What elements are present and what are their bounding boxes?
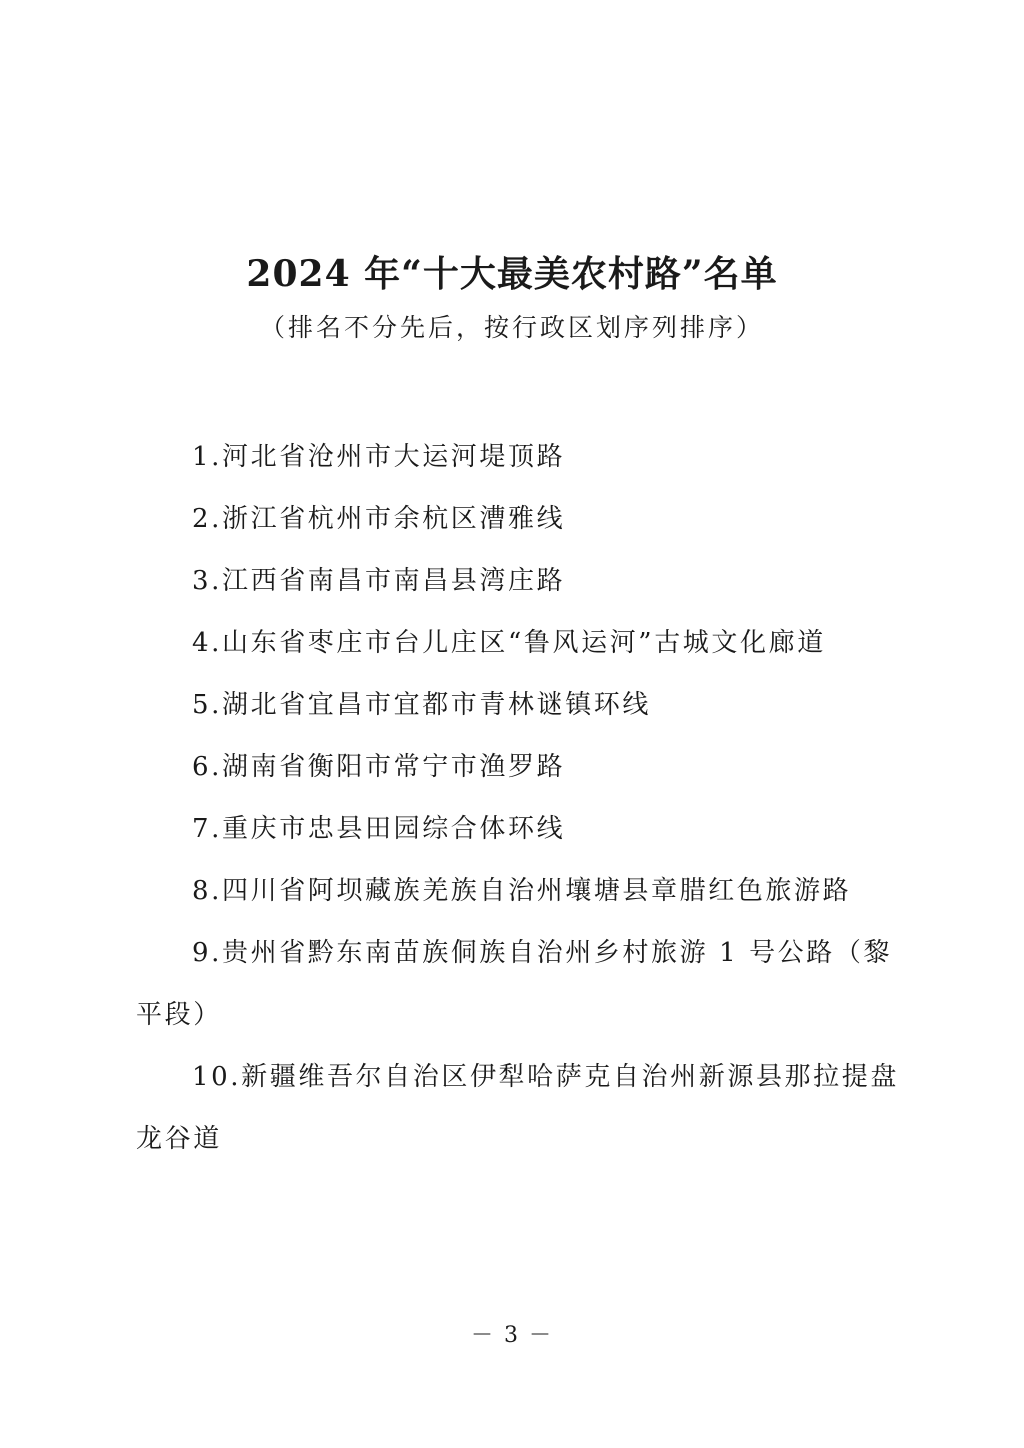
list-item: 10.新疆维吾尔自治区伊犁哈萨克自治州新源县那拉提盘龙谷道 [136,1062,899,1154]
list-item: 3.江西省南昌市南昌县湾庄路 [192,566,566,596]
page-number: － 3 － [471,1323,553,1348]
list-item: 5.湖北省宜昌市宜都市青林谜镇环线 [192,690,652,720]
list-item: 2.浙江省杭州市余杭区漕雅线 [192,504,566,534]
list-item: 1.河北省沧州市大运河堤顶路 [192,442,566,472]
road-list [136,426,902,1170]
page-subtitle: （排名不分先后，按行政区划序列排序） [259,313,764,342]
list-item: 7.重庆市忠县田园综合体环线 [192,814,566,844]
list-item: 8.四川省阿坝藏族羌族自治州壤塘县章腊红色旅游路 [192,876,852,906]
page-title: 2024 年“十大最美农村路”名单 [246,253,778,295]
list-item: 9.贵州省黔东南苗族侗族自治州乡村旅游 1 号公路（黎平段） [136,938,893,1030]
list-item: 4.山东省枣庄市台儿庄区“鲁风运河”古城文化廊道 [192,628,826,658]
list-item: 6.湖南省衡阳市常宁市渔罗路 [192,752,566,782]
